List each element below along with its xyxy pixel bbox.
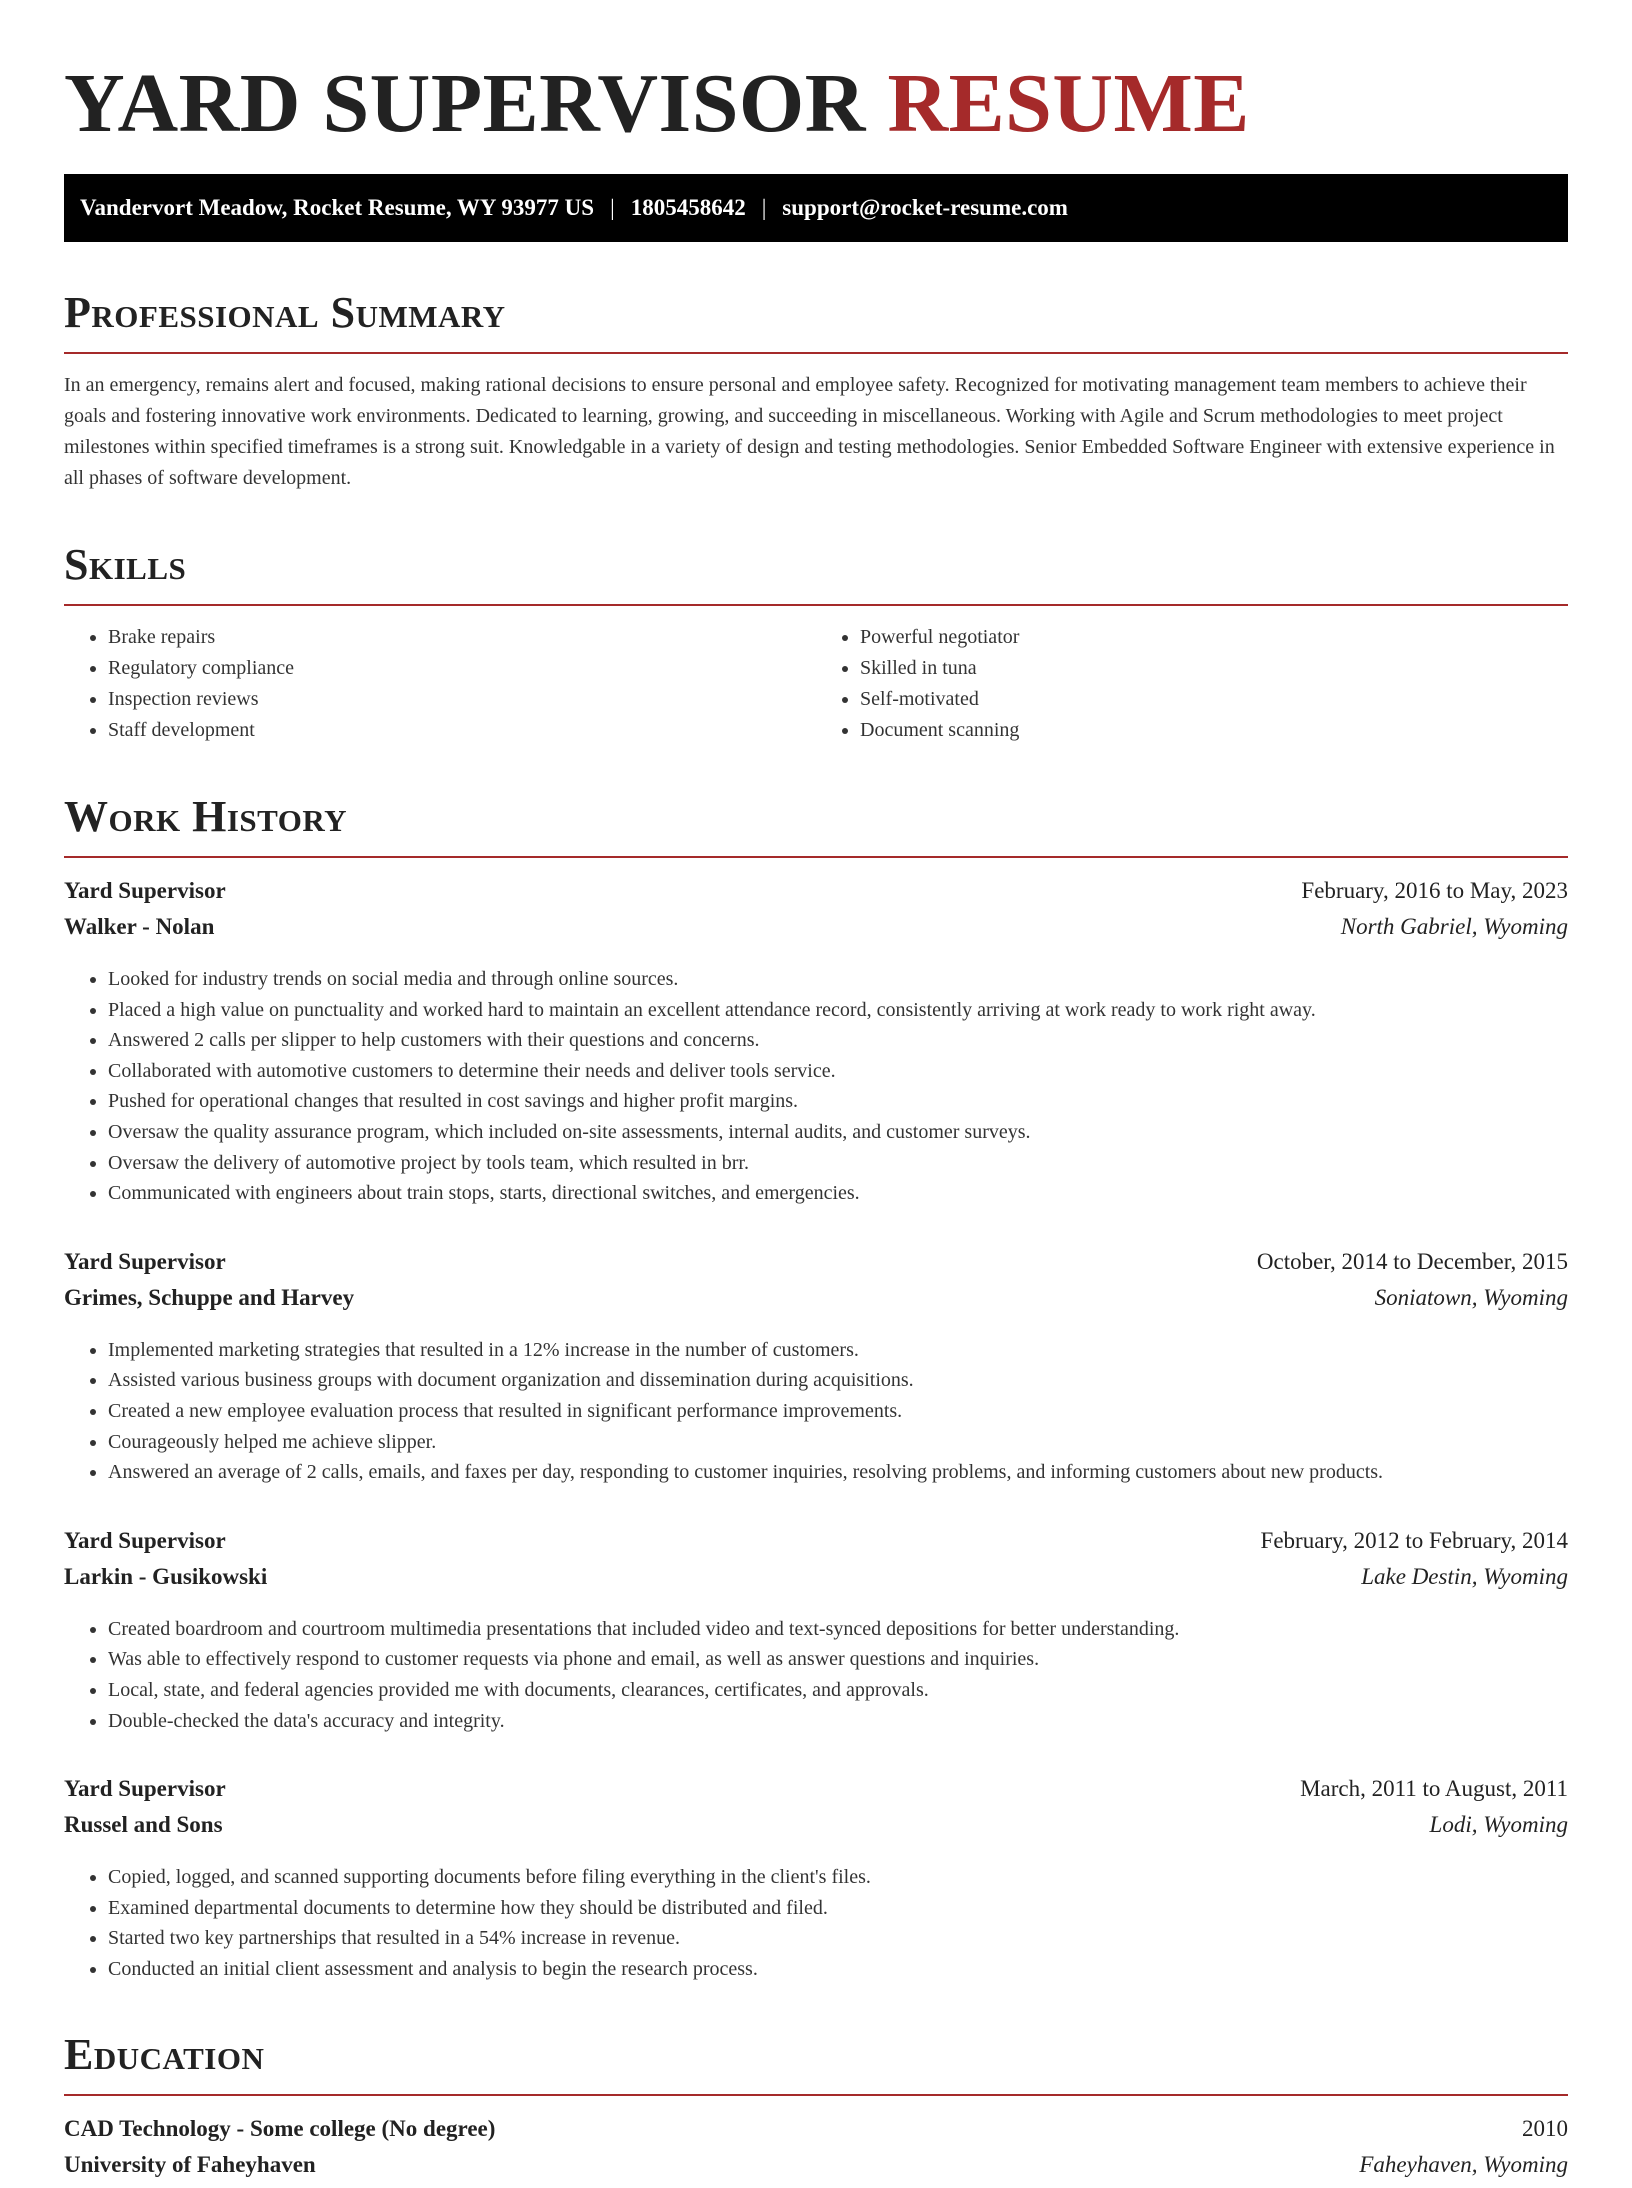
contact-separator: |	[761, 195, 767, 220]
job-bullet: • Assisted various business groups with document organization and dissemination during acquisitions.	[108, 1365, 1568, 1396]
job-company: Walker - Nolan	[64, 914, 215, 939]
skill-item: • Regulatory compliance	[108, 653, 816, 684]
job-location: North Gabriel, Wyoming	[1340, 914, 1568, 939]
job-bullet: • Oversaw the delivery of automotive project by tools team, which resulted in brr.	[108, 1148, 1568, 1179]
contact-phone: 1805458642	[630, 195, 746, 220]
job-bullet: • Answered 2 calls per slipper to help customers with their questions and concerns.	[108, 1025, 1568, 1056]
job-bullet: • Courageously helped me achieve slipper.	[108, 1427, 1568, 1458]
job-location: Lake Destin, Wyoming	[1361, 1563, 1568, 1589]
section-divider	[64, 2094, 1568, 2096]
contact-email: support@rocket-resume.com	[782, 195, 1068, 220]
contact-separator: |	[610, 195, 615, 220]
education-section	[64, 2030, 1568, 2188]
job-company-row	[64, 1812, 1568, 1848]
job-header-row	[64, 1528, 1568, 1564]
skill-item: • Powerful negotiator	[860, 622, 1568, 653]
contact-bar	[64, 174, 1568, 242]
skill-item: • Skilled in tuna	[860, 653, 1568, 684]
job-bullets	[64, 964, 1568, 1209]
education-school: University of Faheyhaven	[64, 2152, 316, 2178]
job-title: Yard Supervisor	[64, 1776, 226, 1802]
job-location: Soniatown, Wyoming	[1374, 1284, 1568, 1310]
skills-columns	[64, 622, 1568, 746]
job-dates: February, 2012 to February, 2014	[1260, 1527, 1568, 1553]
job-dates: February, 2016 to May, 2023	[1301, 878, 1568, 903]
title-accent: RESUME	[887, 57, 1250, 150]
job-bullet: • Collaborated with automotive customers to determine their needs and deliver tools service.	[108, 1056, 1568, 1087]
education-degree: CAD Technology - Some college (No degree)	[64, 2116, 496, 2142]
job-entry	[64, 1776, 1568, 1984]
job-bullet: • Created boardroom and courtroom multimedia presentations that included video and text-synced depositions for better understanding.	[108, 1614, 1568, 1645]
job-bullet: • Looked for industry trends on social media and through online sources.	[108, 964, 1568, 995]
job-company-row	[64, 914, 1568, 950]
education-location: Faheyhaven, Wyoming	[1359, 2152, 1568, 2178]
job-entry	[64, 1249, 1568, 1488]
job-entry	[64, 1528, 1568, 1736]
skills-list-left	[64, 622, 816, 746]
job-bullet: • Placed a high value on punctuality and worked hard to maintain an excellent attendance record, consistently arriving at work ready to work right away.	[108, 995, 1568, 1026]
job-company: Grimes, Schuppe and Harvey	[64, 1284, 355, 1310]
skills-list-right	[816, 622, 1568, 746]
job-bullet: • Oversaw the quality assurance program, which included on-site assessments, internal audits, and customer surveys.	[108, 1117, 1568, 1148]
education-heading: Education	[64, 2030, 265, 2080]
job-bullet: • Local, state, and federal agencies provided me with documents, clearances, certificates, and approvals.	[108, 1675, 1568, 1706]
job-company-row	[64, 1564, 1568, 1600]
job-bullets	[64, 1862, 1568, 1984]
skill-item: • Self-motivated	[860, 684, 1568, 715]
job-bullet: • Answered an average of 2 calls, emails, and faxes per day, responding to customer inquiries, resolving problems, and informing customers about new products.	[108, 1457, 1568, 1488]
education-school-row	[64, 2152, 1568, 2188]
contact-address: Vandervort Meadow, Rocket Resume, WY 93977 US	[80, 195, 595, 220]
job-bullets	[64, 1614, 1568, 1736]
job-bullet: • Copied, logged, and scanned supporting documents before filing everything in the client's files.	[108, 1862, 1568, 1893]
job-bullet: • Conducted an initial client assessment and analysis to begin the research process.	[108, 1954, 1568, 1985]
work-history-section	[64, 792, 1568, 1984]
job-title: Yard Supervisor	[64, 1527, 226, 1553]
job-bullet: • Implemented marketing strategies that resulted in a 12% increase in the number of customers.	[108, 1335, 1568, 1366]
resume-title	[64, 56, 1568, 152]
job-bullet: • Pushed for operational changes that resulted in cost savings and higher profit margins.	[108, 1086, 1568, 1117]
skills-section	[64, 540, 1568, 746]
job-title: Yard Supervisor	[64, 1248, 226, 1274]
job-dates: March, 2011 to August, 2011	[1300, 1776, 1568, 1802]
work-history-heading: Work History	[64, 792, 348, 841]
job-header-row	[64, 1776, 1568, 1812]
job-company: Russel and Sons	[64, 1812, 223, 1838]
job-bullet: • Started two key partnerships that resulted in a 54% increase in revenue.	[108, 1923, 1568, 1954]
job-bullet: • Communicated with engineers about train stops, starts, directional switches, and emergencies.	[108, 1178, 1568, 1209]
job-company: Larkin - Gusikowski	[64, 1563, 268, 1589]
job-title: Yard Supervisor	[64, 878, 226, 903]
education-year: 2010	[1522, 2116, 1568, 2142]
job-bullet: • Created a new employee evaluation process that resulted in significant performance improvements.	[108, 1396, 1568, 1427]
title-main: YARD SUPERVISOR	[64, 57, 866, 150]
education-degree-row	[64, 2116, 1568, 2152]
skill-item: • Inspection reviews	[108, 684, 816, 715]
job-bullet: • Examined departmental documents to determine how they should be distributed and filed.	[108, 1893, 1568, 1924]
job-header-row	[64, 878, 1568, 914]
job-entry	[64, 878, 1568, 1209]
section-divider	[64, 856, 1568, 858]
skill-item: • Document scanning	[860, 715, 1568, 746]
summary-heading: Professional Summary	[64, 288, 506, 337]
education-entry	[64, 2116, 1568, 2188]
section-divider	[64, 604, 1568, 606]
job-bullet: • Double-checked the data's accuracy and integrity.	[108, 1706, 1568, 1737]
section-divider	[64, 352, 1568, 354]
job-dates: October, 2014 to December, 2015	[1256, 1248, 1568, 1274]
skill-item: • Staff development	[108, 715, 816, 746]
skills-heading: Skills	[64, 540, 187, 589]
job-company-row	[64, 1285, 1568, 1321]
summary-section	[64, 288, 1568, 494]
summary-text: In an emergency, remains alert and focused, making rational decisions to ensure personal and employee safety. Recognized for motivating management team members to achieve their goals and fostering innovative work environments. Dedicated to learning, growing, and succeeding in miscellaneous. Working with Agile and Scrum methodologies to meet project milestones within specified timeframes is a strong suit. Knowledgable in a variety of design and testing methodologies. Senior Embedded Software Engineer with extensive experience in all phases of software development.	[64, 374, 1555, 489]
job-bullet: • Was able to effectively respond to customer requests via phone and email, as well as answer questions and inquiries.	[108, 1644, 1568, 1675]
skill-item: • Brake repairs	[108, 622, 816, 653]
job-bullets	[64, 1335, 1568, 1488]
job-location: Lodi, Wyoming	[1429, 1812, 1568, 1838]
job-header-row	[64, 1249, 1568, 1285]
